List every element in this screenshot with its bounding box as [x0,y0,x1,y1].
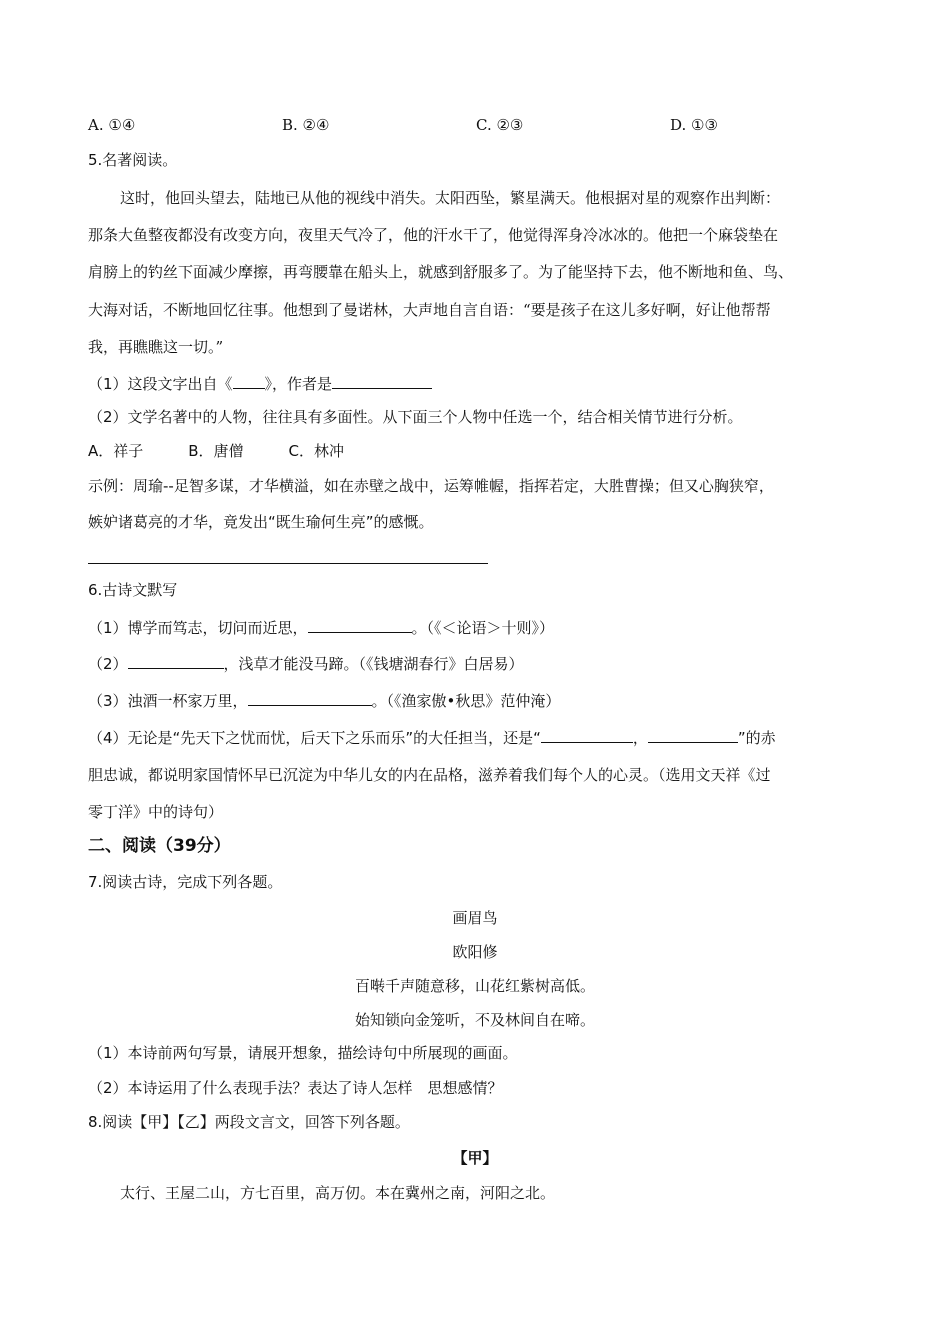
passage-line: 我，再瞧瞧这一切。” [88,338,224,356]
q6-sub4: （4）无论是“先天下之忧而忧，后天下之乐而乐”的大任担当，还是“ ， ”的赤 [88,729,776,747]
section-heading: 二、阅读（39分） [88,836,231,856]
question-8-title: 8.阅读【甲】【乙】两段文言文，回答下列各题。 [88,1113,410,1131]
passage-line: 肩膀上的钓丝下面减少摩擦，再弯腰靠在船头上，就感到舒服多了。为了能坚持下去，他不断地和鱼、鸟、 [88,263,794,281]
question-5-title: 5.名著阅读。 [88,151,178,169]
answer-blank[interactable] [541,727,633,743]
passage-line: 这时，他回头望去，陆地已从他的视线中消失。太阳西坠，繁星满天。他根据对星的观察作出判断： [120,189,781,207]
q6-sub4-cont: 零丁洋》中的诗句） [88,803,224,821]
q5-choices: A．祥子 B．唐僧 C．林冲 [88,442,345,460]
passage-line: 大海对话，不断地回忆往事。他想到了曼诺林，大声地自言自语：“要是孩子在这儿多好啊，好让他帮帮 [88,301,771,319]
q5-sub2: （2）文学名著中的人物，往往具有多面性。从下面三个人物中任选一个，结合相关情节进行分析。 [88,408,743,426]
q6-sub2: （2） ，浅草才能没马蹄。（《钱塘湖春行》白居易） [88,655,524,673]
question-6-title: 6.古诗文默写 [88,581,178,599]
poem-title: 画眉鸟 [452,909,498,927]
poem-author: 欧阳修 [452,943,498,961]
q7-sub2: （2）本诗运用了什么表现手法？表达了诗人怎样 思想感情？ [88,1079,503,1097]
poem-line: 百啭千声随意移，山花红紫树高低。 [354,977,595,995]
q6-sub1: （1）博学而笃志，切问而近思， 。（《＜论语＞十则》） [88,619,555,637]
option-a: A. ①④ [88,116,136,134]
answer-line[interactable] [88,563,488,564]
option-b: B. ②④ [282,116,330,134]
option-d: D. ①③ [670,116,718,134]
answer-blank[interactable] [233,373,265,389]
poem-line: 始知锁向金笼听，不及林间自在啼。 [354,1011,595,1029]
q5-example: 嫉妒诸葛亮的才华，竟发出“既生瑜何生亮”的感慨。 [88,513,434,531]
passage-line: 那条大鱼整夜都没有改变方向，夜里天气冷了，他的汗水干了，他觉得浑身冷冰冰的。他把一个麻袋垫在 [88,226,779,244]
q5-sub1: （1）这段文字出自《 》，作者是 [88,373,432,394]
question-7-title: 7.阅读古诗，完成下列各题。 [88,873,283,891]
answer-blank[interactable] [332,373,432,389]
q6-sub4-cont: 胆忠诚，都说明家国情怀早已沉淀为中华儿女的内在品格，滋养着我们每个人的心灵。（选用文天祥《过 [88,766,771,784]
q5-example: 示例：周瑜--足智多谋，才华横溢，如在赤壁之战中，运筹帷幄，指挥若定，大胜曹操；但又心胸狭窄， [88,477,774,495]
answer-blank[interactable] [308,617,412,633]
answer-blank[interactable] [648,727,738,743]
q6-sub3: （3）浊酒一杯家万里， 。（《渔家傲•秋思》范仲淹） [88,692,561,710]
option-c: C. ②③ [476,116,524,134]
passage-label: 【甲】 [452,1149,498,1167]
answer-blank[interactable] [248,690,372,706]
classical-passage: 太行、王屋二山，方七百里，高万仞。本在冀州之南，河阳之北。 [120,1184,556,1202]
answer-blank[interactable] [128,653,224,669]
q7-sub1: （1）本诗前两句写景，请展开想象，描绘诗句中所展现的画面。 [88,1044,518,1062]
